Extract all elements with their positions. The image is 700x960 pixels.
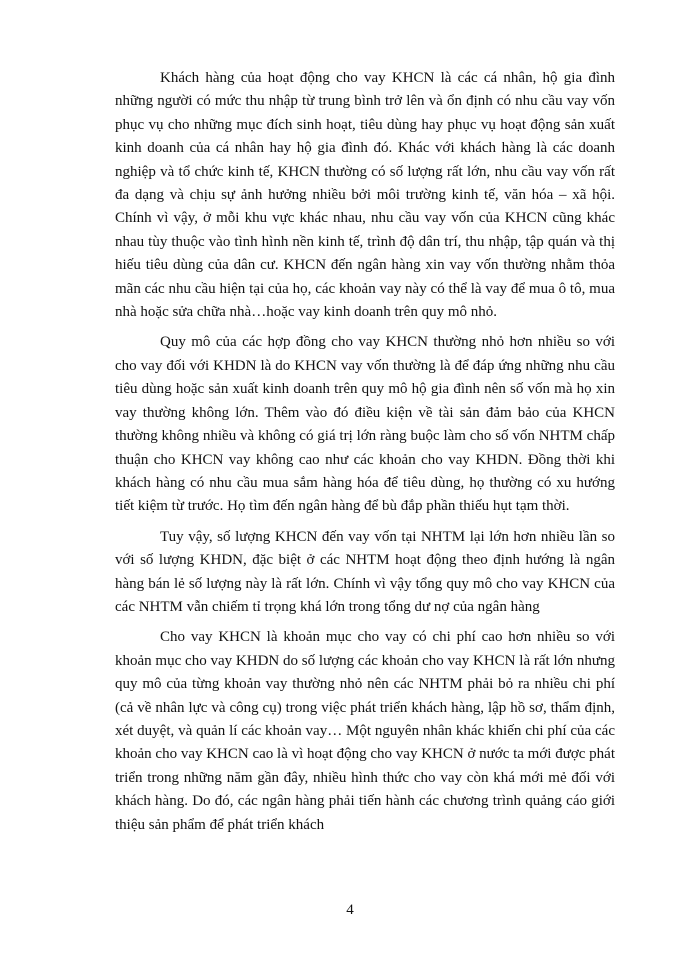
paragraph-loan-costs: Cho vay KHCN là khoản mục cho vay có chi phí cao hơn nhiều so với khoản mục cho vay KHDN do số lượng các khoản cho vay KHCN là rất lớn nhưng quy mô của từng khoản vay thường nhỏ nên các NHTM phải bỏ ra nhiều chi phí (cả về nhân lực và công cụ) trong việc phát triển khách hàng, lập hồ sơ, thẩm định, xét duyệt, và quản lí các khoản vay… Một nguyên nhân khác khiến chi phí của các khoản cho vay KHCN cao là vì hoạt động cho vay KHCN ở nước ta mới được phát triển trong những năm gần đây, nhiều hình thức cho vay còn khá mới mẻ đối với khách hàng. Do đó, các ngân hàng phải tiến hành các chương trình quảng cáo giới thiệu sản phẩm để phát triển khách (115, 629, 615, 833)
page-number: 4 (346, 902, 354, 918)
document-body (115, 67, 615, 837)
paragraph-loan-scale: Quy mô của các hợp đồng cho vay KHCN thường nhỏ hơn nhiều so với cho vay đối với KHDN là do KHCN vay vốn thường là để đáp ứng những nhu cầu tiêu dùng hoặc sản xuất kinh doanh trên quy mô hộ gia đình nên số vốn mà họ xin vay thường không lớn. Thêm vào đó điều kiện về tài sản đảm bảo của KHCN thường không nhiều và không có giá trị lớn ràng buộc làm cho số vốn NHTM chấp thuận cho KHCN vay không cao như các khoản cho vay KHDN. Đồng thời khi khách hàng có nhu cầu mua sắm hàng hóa để tiêu dùng, họ thường có xu hướng tiết kiệm từ trước. Họ tìm đến ngân hàng để bù đắp phần thiếu hụt tạm thời. (115, 334, 615, 515)
paragraph-customer-count: Tuy vậy, số lượng KHCN đến vay vốn tại NHTM lại lớn hơn nhiều lần so với số lượng KHDN, đặc biệt ở các NHTM hoạt động theo định hướng là ngân hàng bán lẻ số lượng này là rất lớn. Chính vì vậy tổng quy mô cho vay KHCN của các NHTM vẫn chiếm tỉ trọng khá lớn trong tổng dư nợ của ngân hàng (115, 528, 615, 615)
paragraph-customers: Khách hàng của hoạt động cho vay KHCN là các cá nhân, hộ gia đình những người có mức thu nhập từ trung bình trở lên và ổn định có nhu cầu vay vốn phục vụ cho những mục đích sinh hoạt, tiêu dùng hay phục vụ hoạt động sản xuất kinh doanh của cá nhân hay hộ gia đình đó. Khác với khách hàng là các doanh nghiệp và tổ chức kinh tế, KHCN thường có số lượng rất lớn, nhu cầu vay vốn rất đa dạng và chịu sự ảnh hưởng nhiều bởi môi trường kinh tế, văn hóa – xã hội. Chính vì vậy, ở mỗi khu vực khác nhau, nhu cầu vay vốn của KHCN cũng khác nhau tùy thuộc vào tình hình nền kinh tế, trình độ dân trí, thu nhập, tập quán và thị hiếu tiêu dùng của dân cư. KHCN đến ngân hàng xin vay vốn thường nhằm thỏa mãn các nhu cầu hiện tại của họ, các khoản vay này có thể là vay để mua ô tô, mua nhà hoặc sửa chữa nhà…hoặc vay kinh doanh trên quy mô nhỏ. (115, 70, 615, 321)
